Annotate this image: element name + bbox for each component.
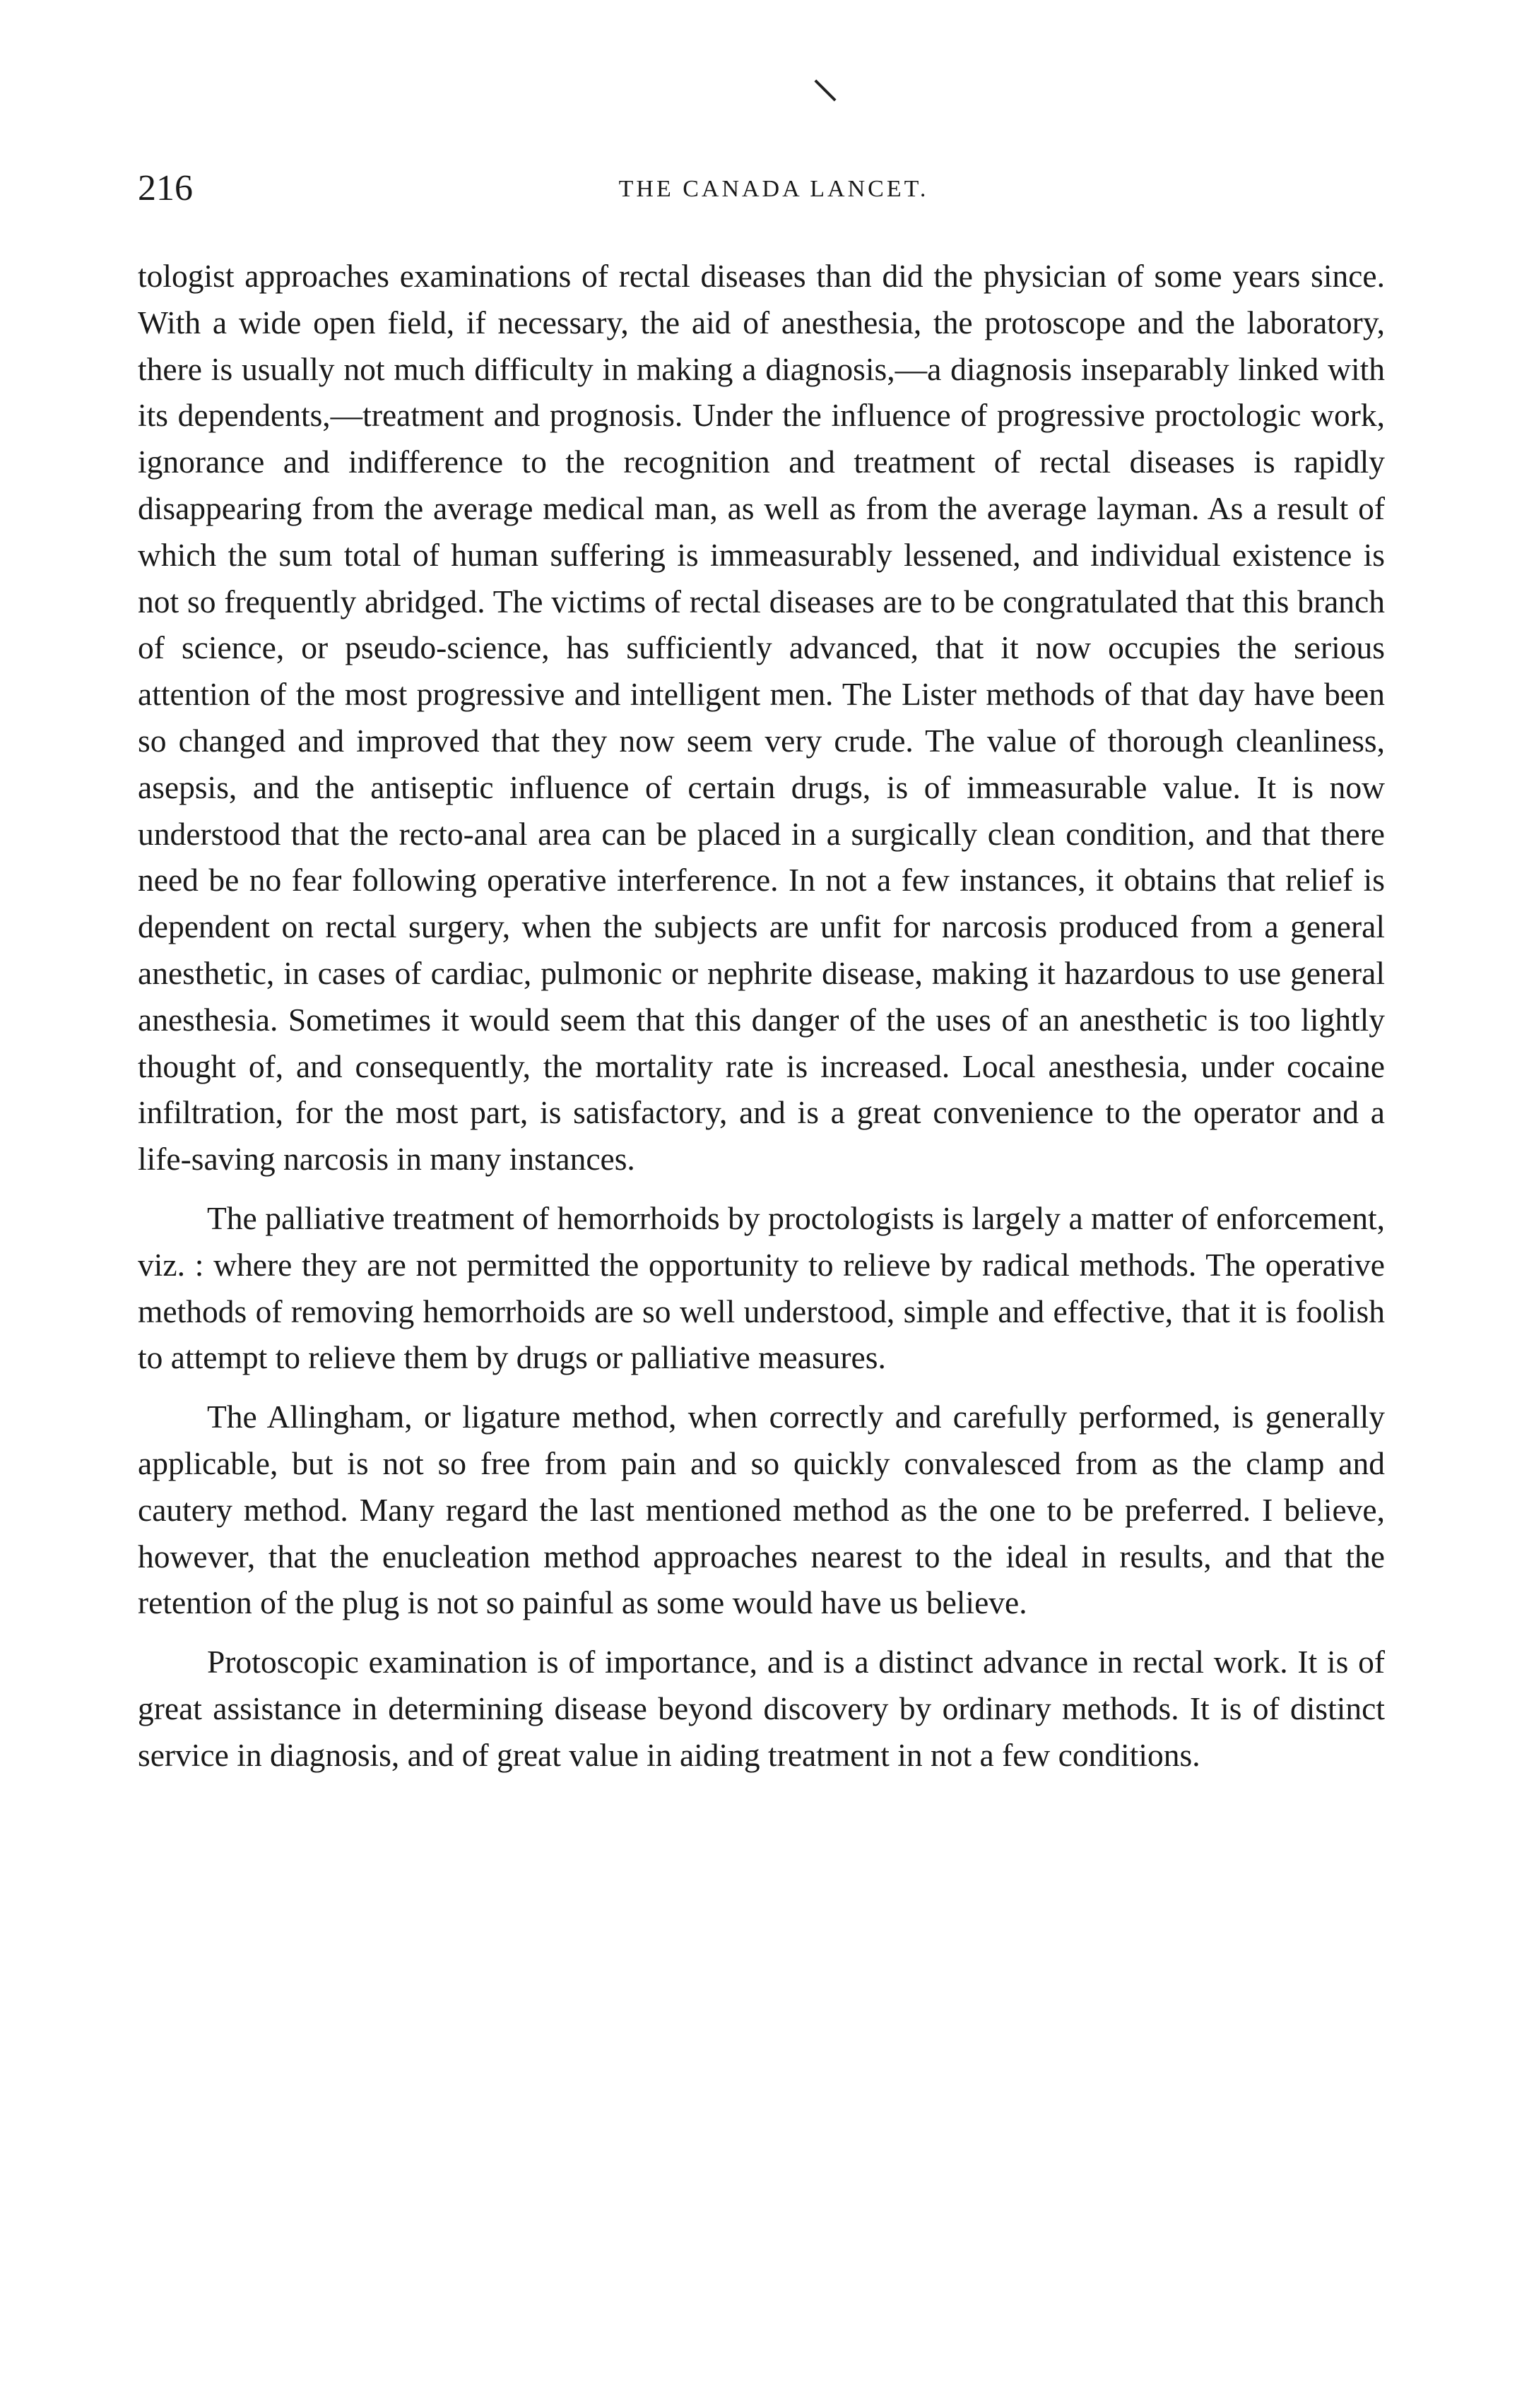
running-head: THE CANADA LANCET. (618, 176, 929, 202)
paragraph-palliative-treatment: The palliative treatment of hemorrhoids by proctologists is largely a matter of enforcement, viz. : where they are not permitted the opportunity to relieve by radical methods. The operative methods of removing hemorrhoids are so well understood, simple and effective, that it is foolish to attempt to relieve them by drugs or palliative measures. (138, 1199, 1385, 1376)
page-header (138, 164, 1381, 220)
paragraph-protoscopic-examination: Protoscopic examination is of importance, and is a distinct advance in rectal work. It is of great assistance in determining disease beyond discovery by ordinary methods. It is of distinct service in diagnosis, and of great value in aiding treatment in not a few conditions. (138, 1644, 1385, 1773)
paragraph-continuation: tologist approaches examinations of rectal diseases than did the physician of some years since. With a wide open field, if necessary, the aid of anesthesia, the protoscope and the laboratory, there is usually not much difficulty in making a diagnosis,—a diagnosis inseparably linked with its dependents,—treatment and prognosis. Under the influence of progressive proctologic work, ignorance and indifference to the recognition and treatment of rectal diseases is rapidly disappearing from the average medical man, as well as from the average layman. As a result of which the sum total of human suffering is immeasurably lessened, and individual existence is not so frequently abridged. The victims of rectal diseases are to be congratulated that this branch of science, or pseudo-science, has sufficiently advanced, that it now occupies the serious attention of the most progressive and intelligent men. The Lister methods of that day have been so changed and improved that they now seem very crude. The value of thorough cleanliness, asepsis, and the antiseptic influence of certain drugs, is of immeasurable value. It is now understood that the recto-anal area can be placed in a surgically clean condition, and that there need be no fear following operative interference. In not a few instances, it obtains that relief is dependent on rectal surgery, when the subjects are unfit for narcosis produced from a general anesthetic, in cases of cardiac, pulmonic or nephrite disease, making it hazardous to use general anesthesia. Sometimes it would seem that this danger of the uses of an anesthetic is too lightly thought of, and consequently, the mortality rate is increased. Local anesthesia, under cocaine infiltration, for the most part, is satisfactory, and is a great convenience to the operator and a life-saving narcosis in many instances. (138, 258, 1385, 1178)
paragraph-allingham-method: The Allingham, or ligature method, when correctly and carefully performed, is generally applicable, but is not so free from pain and so quickly convalesced from as the clamp and cautery method. Many regard the last mentioned method as the one to be preferred. I believe, however, that the enucleation method approaches nearest to the ideal in results, and that the retention of the plug is not so painful as some would have us believe. (138, 1399, 1385, 1621)
page-body (138, 253, 1385, 1779)
page-number: 216 (138, 168, 193, 208)
margin-tick-mark (814, 79, 836, 101)
